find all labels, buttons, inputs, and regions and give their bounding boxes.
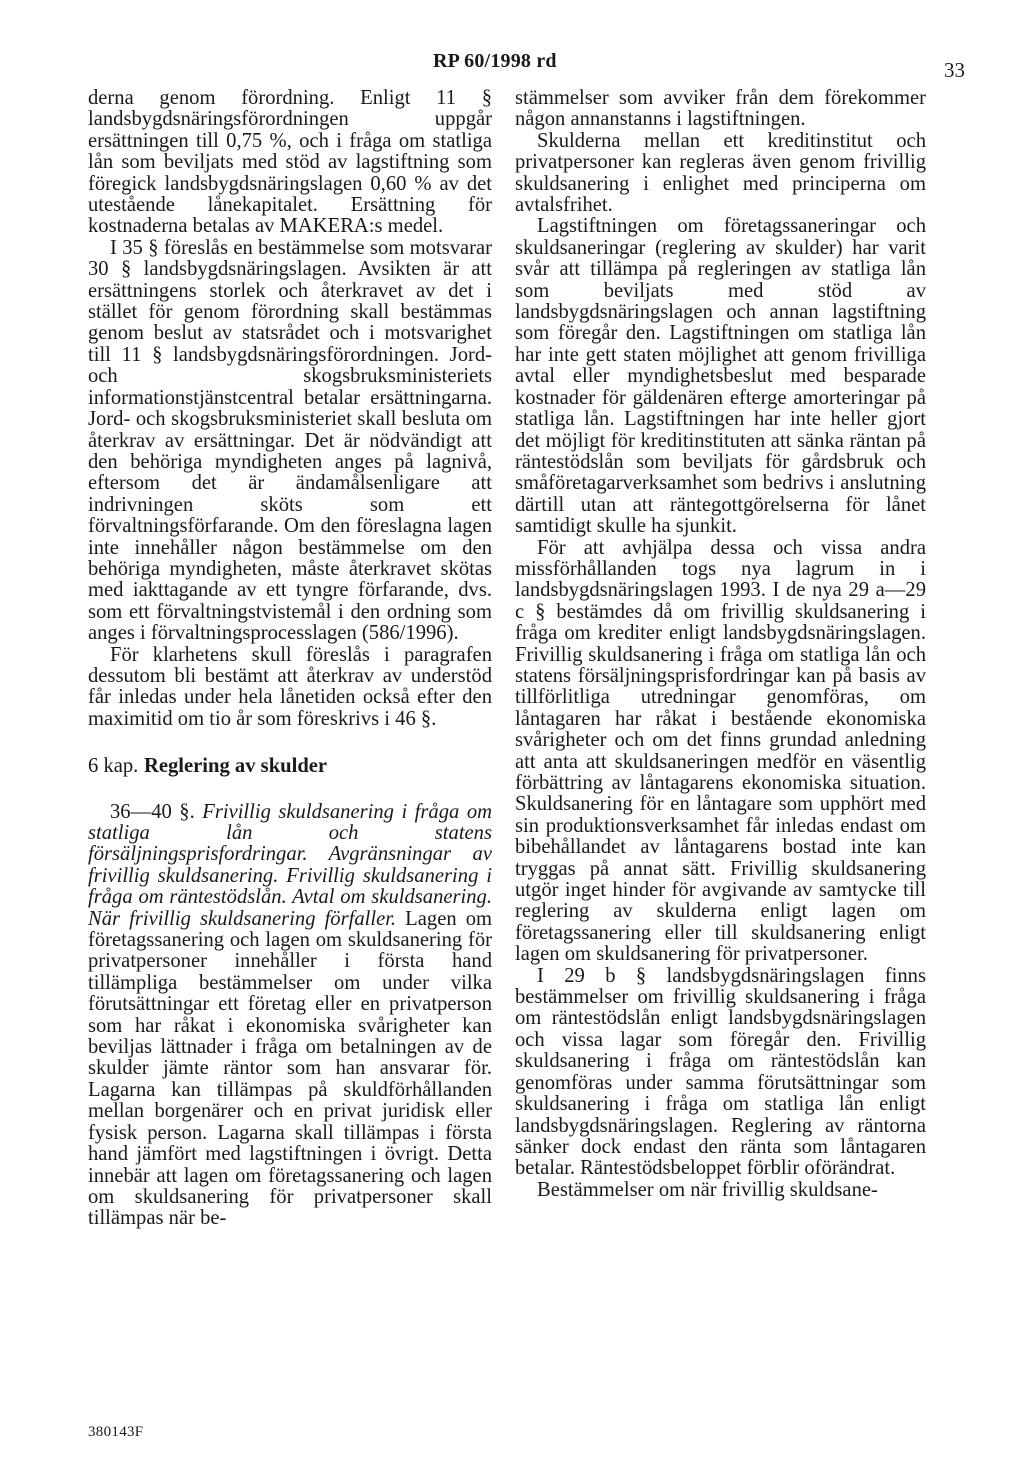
section-italic-titles: Frivillig skuldsanering i fråga om statliga lån och statens försäljningsprisfordringar. Avgränsningar av frivillig skuldsanering. Frivillig skuldsanering i fråga om räntestödslån. Avtal om skuldsanering. När frivillig skuldsanering förfaller.: [88, 800, 492, 930]
paragraph-credit-institutions: Skulderna mellan ett kreditinstitut och privatpersoner kan regleras även genom frivillig skuldsanering i enlighet med principerna om avtalsfrihet.: [515, 129, 926, 217]
footer-print-code: 380143F: [88, 1424, 144, 1440]
chapter-title: Reglering av skulder: [144, 755, 328, 778]
paragraph-section-29b: I 29 b § landsbygdsnäringslagen finns bestämmelser om frivillig skuldsanering i fråga om räntestödslån enligt landsbygdsnäringslagen och vissa lagar som föregår den. Frivillig skuldsanering i fråga om räntestödslån kan genomföras under samma förutsättningar som skuldsanering i fråga om statliga lån enligt landsbygdsnäringslagen. Reglering av räntorna sänker dock endast den ränta som låntagaren betalar. Räntestödsbeloppet förblir oförändrat.: [515, 964, 926, 1180]
right-column: [515, 88, 926, 1201]
left-column: [88, 88, 492, 1230]
paragraph-clarity: För klarhetens skull föreslås i paragrafen dessutom bli bestämt att återkrav av understöd får inledas under hela lånetiden också efter den maximitid om tio år som föreskrivs i 46 §.: [88, 643, 492, 730]
section-reference: 36—40 §.: [110, 800, 195, 823]
paragraph-legislation: Lagstiftningen om företagssaneringar och skuldsaneringar (reglering av skulder) har varit svår att tillämpa på regleringen av statliga lån som beviljats med stöd av landsbygdsnäringslagen och annan lagstiftning som föregår den. Lagstiftningen om statliga lån har inte gett staten möjlighet att genom frivilliga avtal eller myndighetsbeslut med besparade kostnader för gäldenären efterge amorteringar på statliga lån. Lagstiftningen har inte heller gjort det möjligt för kreditinstituten att sänka räntan på räntestödslån som beviljats för gårdsbruk och småföretagarverksamhet som bedrivs i anslutning därtill utan att räntegottgörelserna för lånet samtidigt skulle ha sjunkit.: [515, 215, 926, 538]
paragraph-section-35: I 35 § föreslås en bestämmelse som motsvarar 30 § landsbygdsnäringslagen. Avsikten är att ersättningens storlek och återkravet av det i stället för genom förordning skall bestämmas genom beslut av statsrådet och i motsvarighet till 11 § landsbygdsnäringsförordningen. Jord- och skogsbruksministeriets informationstjänstcentral betalar ersättningarna. Jord- och skogsbruksministeriet skall besluta om återkrav av ersättningar. Det är nödvändigt att den behöriga myndigheten anges på lagnivå, eftersom det är ändamålsenligare att indrivningen sköts som ett förvaltningsförfarande. Om den föreslagna lagen inte innehåller någon bestämmelse om den behöriga myndigheten, måste återkravet skötas med iakttagande av ett tyngre förfarande, dvs. som ett förvaltningstvistemål i den ordning som anges i förvaltningsprocesslagen (586/1996).: [88, 236, 492, 645]
paragraph-1993-amendment: För att avhjälpa dessa och vissa andra missförhållanden togs nya lagrum in i landsbygdsnäringslagen 1993. I de nya 29 a—29 c § bestämdes då om frivillig skuldsanering i fråga om krediter enligt landsbygdsnäringslagen. Frivillig skuldsanering i fråga om statliga lån och statens försäljningsprisfordringar kan på basis av tillförlitliga utredningar genomföras, om låntagaren har råkat i bestående ekonomiska svårigheter och om det finns grundad anledning att anta att skuldsaneringen medför en väsentlig förbättring av låntagarens ekonomiska situation. Skuldsanering för en låntagare som upphört med sin produktionsverksamhet får inledas endast om bibehållandet av låntagarens bostad inte kan tryggas på annat sätt. Frivillig skuldsanering utgör inget hinder för avgivande av samtycke till reglering av skulderna enligt lagen om företagssanering eller till skuldsanering enligt lagen om skuldsanering för privatpersoner.: [515, 536, 926, 966]
paragraph-section-36-40: [88, 802, 492, 1230]
chapter-heading: [88, 756, 492, 777]
page-number: 33: [944, 58, 965, 82]
section-body-text: Lagen om företagssanering och lagen om skuldsanering för privatpersoner innehåller i första hand tillämpliga bestämmelser om under vilka förutsättningar ett företag eller en privatperson som har råkat i ekonomiska svårigheter kan beviljas lättnader i fråga om betalningen av de skulder jämte räntor som han ansvarar för. Lagarna kan tillämpas på skuldförhållanden mellan borgenärer och en privat juridisk eller fysisk person. Lagarna skall tillämpas i första hand jämfört med lagstiftningen i övrigt. Detta innebär att lagen om företagssanering och lagen om skuldsanering för privatpersoner skall tillämpas när be-: [88, 907, 493, 1230]
paragraph-continuation: derna genom förordning. Enligt 11 § landsbygdsnäringsförordningen uppgår ersättningen till 0,75 %, och i fråga om statliga lån som beviljats med stöd av lagstiftning som föregick landsbygdsnäringslagen 0,60 % av det utestående lånekapitalet. Ersättning för kostnaderna betalas av MAKERA:s medel.: [88, 87, 492, 238]
paragraph-final-fragment: Bestämmelser om när frivillig skuldsane-: [537, 1178, 878, 1201]
chapter-number: 6 kap.: [88, 755, 139, 778]
paragraph-continuation: stämmelser som avviker från dem förekommer någon annanstanns i lagstiftningen.: [515, 87, 926, 131]
running-header-title: RP 60/1998 rd: [433, 50, 557, 72]
